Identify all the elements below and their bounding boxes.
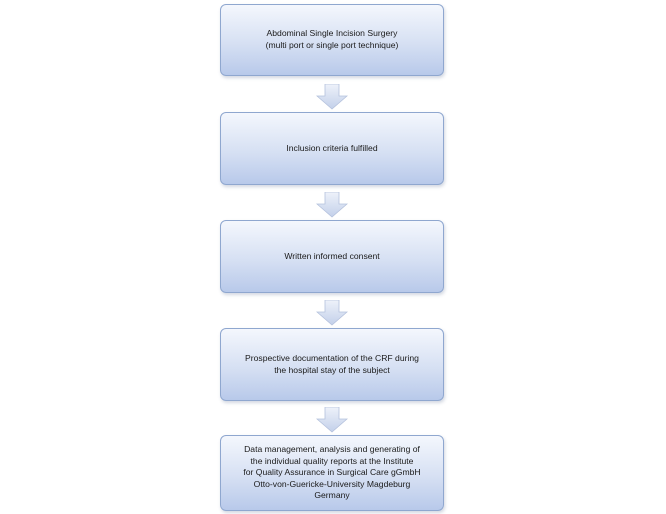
step-surgery <box>220 4 444 76</box>
step-data-management-line-2: the individual quality reports at the Institute <box>250 455 414 466</box>
step-consent <box>220 220 444 293</box>
step-surgery-line-1: Abdominal Single Incision Surgery <box>266 28 398 39</box>
down-arrow-3 <box>316 300 348 326</box>
step-inclusion-line-1: Inclusion criteria fulfilled <box>286 142 378 153</box>
down-arrow-2 <box>316 192 348 218</box>
down-arrow-1 <box>316 84 348 110</box>
step-documentation-line-2: the hospital stay of the subject <box>274 364 390 375</box>
step-data-management-line-1: Data management, analysis and generating of <box>244 444 420 455</box>
step-surgery-line-2: (multi port or single port technique) <box>265 40 399 50</box>
step-consent-line-1: Written informed consent <box>284 250 380 261</box>
step-data-management-line-3: for Quality Assurance in Surgical Care gGmbH <box>243 467 421 478</box>
step-inclusion <box>220 112 444 185</box>
step-data-management-line-4: Otto-von-Guericke-University Magdeburg <box>253 478 411 489</box>
down-arrow-4 <box>316 407 348 433</box>
step-data-management-line-5: Germany <box>314 490 350 501</box>
step-documentation-line-1: Prospective documentation of the CRF during <box>245 352 419 363</box>
step-documentation <box>220 328 444 401</box>
step-data-management <box>220 435 444 511</box>
